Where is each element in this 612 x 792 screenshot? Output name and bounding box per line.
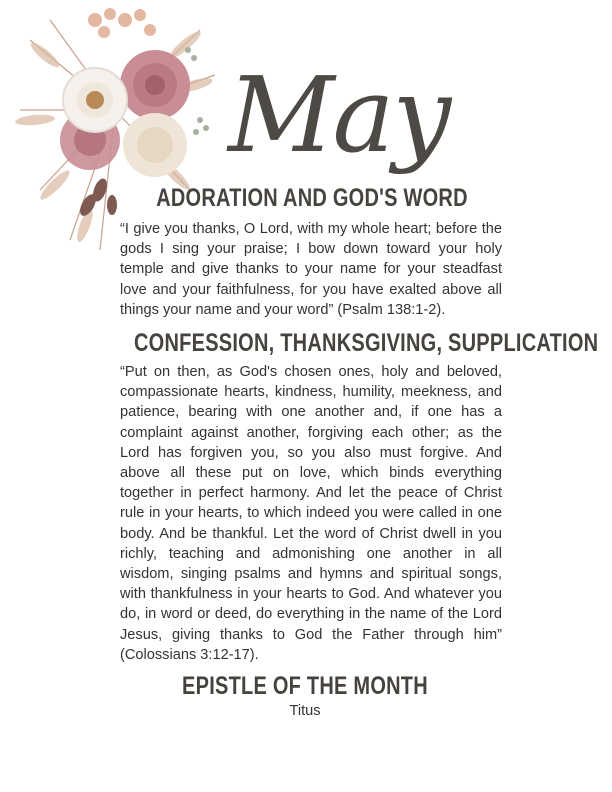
- month-title: May: [228, 54, 450, 176]
- epistle-heading: EPISTLE OF THE MONTH: [182, 672, 428, 700]
- section-heading-adoration: ADORATION AND GOD'S WORD: [156, 184, 468, 212]
- passage-colossians: “Put on then, as God's chosen ones, holy and beloved, compassionate hearts, kindness, humility, meekness, and patience, bearing with one another and, if one has a complaint against another, forgiving each other; as the Lord has forgiven you, so you also must forgive. And above all these put on love, which binds everything together in perfect harmony. And let the peace of Christ rule in your hearts, to which indeed you were called in one body. And be thankful. Let the word of Christ dwell in you richly, teaching and admonishing one another in all wisdom, singing psalms and hymns and spiritual songs, with thankfulness in your hearts to God. And whatever you do, in word or deed, do everything in the name of the Lord Jesus, giving thanks to God the Father through him” (Colossians 3:12-17).: [120, 364, 502, 663]
- section-heading-confession: CONFESSION, THANKSGIVING, SUPPLICATION: [134, 329, 599, 357]
- epistle-name: Titus: [289, 703, 321, 719]
- passage-psalm: “I give you thanks, O Lord, with my whole heart; before the gods I sing your praise; I bow down toward your holy temple and give thanks to your name for your steadfast love and your faithfulness, for you have exalted above all things your name and your word” (Psalm 138:1-2).: [120, 221, 502, 318]
